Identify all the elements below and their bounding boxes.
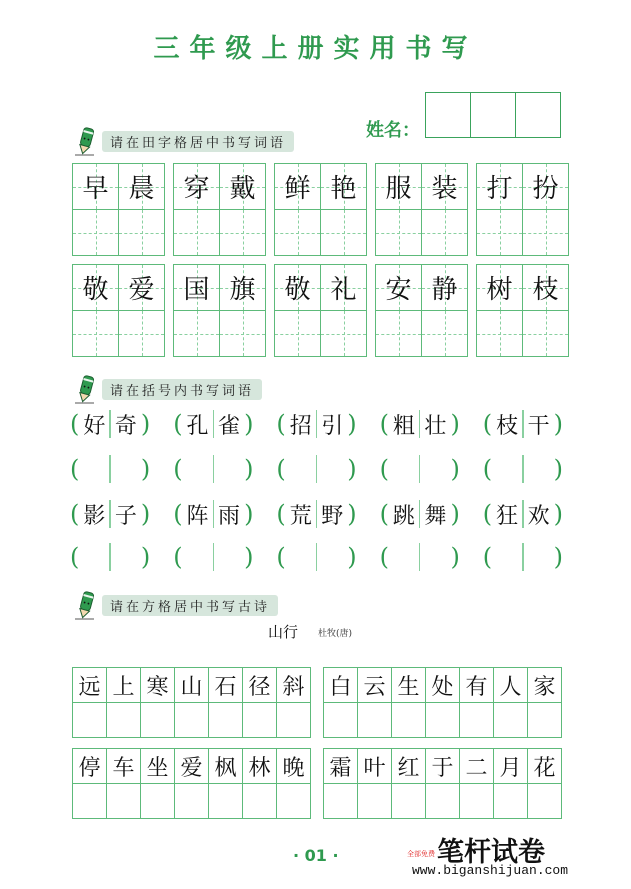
example-char: 旗: [229, 275, 256, 305]
pencil-icon: [74, 126, 98, 156]
tianzige-cell-example: [220, 265, 265, 311]
open-paren: (: [173, 455, 183, 483]
poem-char: 晚: [277, 749, 310, 784]
example-char: 引: [321, 413, 344, 439]
bracket-blank[interactable]: [70, 453, 150, 485]
word-grid: [476, 163, 569, 256]
bracket-blank[interactable]: [276, 541, 356, 573]
open-paren: (: [482, 543, 493, 571]
poem-row: [72, 748, 562, 819]
divider: [419, 543, 421, 571]
name-label: 姓名：: [366, 120, 420, 141]
open-paren: (: [70, 455, 80, 483]
tianzige-cell-blank[interactable]: [376, 311, 421, 356]
bracket-blank[interactable]: [380, 541, 460, 573]
poem-blank-cell[interactable]: [528, 703, 561, 737]
section-header-2: [74, 374, 262, 404]
bracket-blank[interactable]: [483, 541, 563, 573]
close-paren: ): [450, 500, 460, 528]
tianzige-cell-example: [523, 164, 568, 210]
close-paren: ): [244, 500, 254, 528]
close-paren: ): [347, 455, 357, 483]
example-char: 国: [183, 275, 210, 305]
example-char: 好: [83, 413, 106, 439]
divider: [522, 455, 524, 483]
example-char: 打: [486, 174, 513, 204]
poem-char: 坐: [141, 749, 175, 784]
poem-char: 红: [392, 749, 426, 784]
tianzige-cell-blank[interactable]: [422, 311, 467, 356]
tianzige-cell-example: [422, 265, 467, 311]
poem-blank-cell[interactable]: [175, 784, 209, 818]
poem-blank-cell[interactable]: [528, 784, 561, 818]
poem-char: 车: [107, 749, 141, 784]
bracket-blank[interactable]: [380, 453, 460, 485]
poem-blank-cell[interactable]: [358, 703, 392, 737]
open-paren: (: [379, 410, 389, 438]
poem-line-grid: [323, 748, 562, 819]
close-paren: ): [450, 455, 460, 483]
tianzige-cell-blank[interactable]: [275, 311, 320, 356]
poem-blank-cell[interactable]: [107, 703, 141, 737]
divider: [316, 455, 318, 483]
poem-char: 人: [494, 668, 528, 703]
open-paren: (: [482, 455, 493, 483]
open-paren: (: [482, 500, 493, 528]
example-char: 阵: [186, 503, 209, 529]
poem-blank-cell[interactable]: [141, 703, 175, 737]
watermark-title: 笔杆试卷: [437, 837, 545, 868]
tianzige-cell-example: [275, 265, 320, 311]
bracket-word: [70, 408, 150, 440]
bracket-blank-row: [70, 453, 563, 485]
close-paren: ): [553, 455, 563, 483]
word-grid: [72, 163, 165, 256]
section-header-3: [74, 590, 278, 620]
word-grid: [375, 163, 468, 256]
poem-char: 爱: [175, 749, 209, 784]
example-char: 艳: [330, 174, 357, 204]
poem-char: 林: [243, 749, 277, 784]
close-paren: ): [553, 500, 563, 528]
example-char: 奇: [114, 413, 137, 439]
tianzige-cell-blank[interactable]: [174, 210, 219, 255]
bracket-word: [70, 498, 150, 530]
close-paren: ): [553, 410, 563, 438]
pencil-icon: [74, 590, 98, 620]
word-grid: [375, 264, 468, 357]
poem-blank-cell[interactable]: [426, 784, 460, 818]
poem-char: 有: [460, 668, 494, 703]
tianzige-cell-example: [477, 164, 522, 210]
page-title: 三年级上册实用书写: [153, 34, 478, 64]
divider: [316, 543, 318, 571]
tianzige-cell-blank[interactable]: [376, 210, 421, 255]
open-paren: (: [70, 543, 80, 571]
tianzige-cell-blank[interactable]: [119, 311, 164, 356]
poem-char: 远: [73, 668, 107, 703]
poem-char: 霜: [324, 749, 358, 784]
tianzige-cell-example: [174, 164, 219, 210]
example-char: 野: [321, 503, 344, 529]
bracket-blank-row: [70, 541, 563, 573]
divider: [109, 455, 111, 483]
tianzige-cell-blank[interactable]: [220, 210, 265, 255]
example-char: 雀: [218, 413, 241, 439]
name-box[interactable]: [471, 93, 516, 137]
example-char: 树: [486, 275, 513, 305]
divider: [213, 455, 215, 483]
close-paren: ): [140, 455, 151, 483]
tianzige-cell-example: [477, 265, 522, 311]
poem-blank-cell[interactable]: [141, 784, 175, 818]
open-paren: (: [173, 410, 183, 438]
divider: [213, 543, 215, 571]
poem-char: 于: [426, 749, 460, 784]
example-char: 敬: [82, 275, 109, 305]
poem-blank-cell[interactable]: [209, 703, 243, 737]
bracket-blank[interactable]: [173, 541, 253, 573]
example-char: 服: [385, 174, 412, 204]
bracket-blank[interactable]: [173, 453, 253, 485]
example-char: 舞: [424, 503, 447, 529]
example-char: 粗: [392, 413, 415, 439]
tianzige-cell-blank[interactable]: [73, 311, 118, 356]
open-paren: (: [379, 500, 389, 528]
poem-blank-cell[interactable]: [460, 784, 494, 818]
example-char: 安: [385, 275, 412, 305]
bracket-word: [276, 408, 356, 440]
tianzige-cell-example: [174, 265, 219, 311]
example-char: 雨: [218, 503, 241, 529]
open-paren: (: [276, 500, 286, 528]
close-paren: ): [347, 543, 357, 571]
close-paren: ): [450, 543, 460, 571]
section-label: 请在括号内书写词语: [102, 379, 262, 400]
poem-title: 山行: [268, 623, 299, 641]
bracket-example-row: [70, 408, 563, 440]
example-char: 枝: [532, 275, 559, 305]
name-box[interactable]: [516, 93, 560, 137]
example-char: 爱: [128, 275, 155, 305]
tianzige-cell-example: [523, 265, 568, 311]
bracket-word: [276, 498, 356, 530]
close-paren: ): [140, 410, 151, 438]
example-char: 穿: [183, 174, 210, 204]
bracket-word: [380, 408, 460, 440]
open-paren: (: [482, 410, 493, 438]
word-grid: [173, 264, 266, 357]
page-number: · 01 ·: [293, 846, 339, 865]
word-grid: [72, 264, 165, 357]
example-char: 欢: [527, 503, 550, 529]
poem-blank-cell[interactable]: [73, 703, 107, 737]
example-char: 子: [114, 503, 137, 529]
name-input-boxes[interactable]: [425, 92, 561, 138]
close-paren: ): [244, 455, 254, 483]
tianzige-cell-blank[interactable]: [422, 210, 467, 255]
section-label: 请在方格居中书写古诗: [102, 595, 278, 616]
bracket-word: [483, 408, 563, 440]
tianzige-cell-blank[interactable]: [73, 210, 118, 255]
watermark-url: www.biganshijuan.com: [412, 863, 569, 878]
open-paren: (: [173, 543, 183, 571]
tianzige-cell-blank[interactable]: [477, 311, 522, 356]
tianzige-cell-example: [119, 265, 164, 311]
poem-char: 家: [528, 668, 561, 703]
poem-char: 停: [73, 749, 107, 784]
example-char: 枝: [496, 413, 519, 439]
poem-char: 径: [243, 668, 277, 703]
poem-blank-cell[interactable]: [324, 784, 358, 818]
close-paren: ): [347, 410, 357, 438]
open-paren: (: [173, 500, 183, 528]
poem-blank-cell[interactable]: [392, 784, 426, 818]
poem-blank-cell[interactable]: [243, 703, 277, 737]
section-header-1: [74, 126, 294, 156]
tianzige-cell-blank[interactable]: [220, 311, 265, 356]
example-char: 晨: [128, 174, 155, 204]
close-paren: ): [244, 410, 254, 438]
open-paren: (: [70, 500, 80, 528]
poem-char: 枫: [209, 749, 243, 784]
poem-blank-cell[interactable]: [358, 784, 392, 818]
poem-blank-cell[interactable]: [494, 784, 528, 818]
poem-char: 月: [494, 749, 528, 784]
poem-blank-cell[interactable]: [243, 784, 277, 818]
poem-char: 斜: [277, 668, 310, 703]
tianzige-cell-blank[interactable]: [275, 210, 320, 255]
close-paren: ): [140, 500, 151, 528]
watermark-tag: 全部免费: [407, 850, 435, 858]
poem-char: 云: [358, 668, 392, 703]
tianzige-cell-blank[interactable]: [174, 311, 219, 356]
word-row: [72, 163, 569, 256]
tianzige-cell-example: [376, 164, 421, 210]
tianzige-cell-example: [220, 164, 265, 210]
bracket-example-row: [70, 498, 563, 530]
pencil-icon: [74, 374, 98, 404]
example-char: 鲜: [284, 174, 311, 204]
poem-char: 二: [460, 749, 494, 784]
poem-blank-cell[interactable]: [426, 703, 460, 737]
example-char: 跳: [392, 503, 415, 529]
close-paren: ): [140, 543, 151, 571]
example-char: 静: [431, 275, 458, 305]
close-paren: ): [244, 543, 254, 571]
open-paren: (: [70, 410, 80, 438]
bracket-word: [483, 498, 563, 530]
tianzige-cell-example: [73, 164, 118, 210]
poem-row: [72, 667, 562, 738]
poem-blank-cell[interactable]: [460, 703, 494, 737]
poem-char: 山: [175, 668, 209, 703]
tianzige-cell-example: [119, 164, 164, 210]
tianzige-cell-blank[interactable]: [119, 210, 164, 255]
example-char: 孔: [186, 413, 209, 439]
poem-char: 生: [392, 668, 426, 703]
word-grid: [274, 163, 367, 256]
tianzige-cell-example: [376, 265, 421, 311]
open-paren: (: [379, 543, 389, 571]
bracket-word: [173, 408, 253, 440]
divider: [522, 543, 524, 571]
open-paren: (: [379, 455, 389, 483]
poem-blank-cell[interactable]: [324, 703, 358, 737]
divider: [109, 543, 111, 571]
example-char: 干: [527, 413, 550, 439]
poem-blank-cell[interactable]: [277, 703, 310, 737]
open-paren: (: [276, 455, 286, 483]
bracket-blank[interactable]: [483, 453, 563, 485]
bracket-blank[interactable]: [276, 453, 356, 485]
tianzige-cell-example: [275, 164, 320, 210]
section-label: 请在田字格居中书写词语: [102, 131, 294, 152]
poem-char: 花: [528, 749, 561, 784]
poem-char: 白: [324, 668, 358, 703]
tianzige-cell-blank[interactable]: [477, 210, 522, 255]
example-char: 狂: [496, 503, 519, 529]
close-paren: ): [347, 500, 357, 528]
poem-char: 石: [209, 668, 243, 703]
poem-line-grid: [72, 667, 311, 738]
example-char: 扮: [532, 174, 559, 204]
poem-line-grid: [323, 667, 562, 738]
tianzige-cell-example: [73, 265, 118, 311]
poem-line-grid: [72, 748, 311, 819]
example-char: 招: [289, 413, 312, 439]
close-paren: ): [450, 410, 460, 438]
poem-blank-cell[interactable]: [73, 784, 107, 818]
poem-blank-cell[interactable]: [209, 784, 243, 818]
tianzige-cell-example: [321, 265, 366, 311]
poem-blank-cell[interactable]: [107, 784, 141, 818]
tianzige-cell-blank[interactable]: [321, 210, 366, 255]
divider: [419, 455, 421, 483]
poem-char: 叶: [358, 749, 392, 784]
bracket-word: [173, 498, 253, 530]
poem-blank-cell[interactable]: [175, 703, 209, 737]
open-paren: (: [276, 543, 286, 571]
example-char: 礼: [330, 275, 357, 305]
example-char: 戴: [229, 174, 256, 204]
example-char: 装: [431, 174, 458, 204]
example-char: 敬: [284, 275, 311, 305]
open-paren: (: [276, 410, 286, 438]
bracket-word: [380, 498, 460, 530]
bracket-blank[interactable]: [70, 541, 150, 573]
poem-author: 杜牧(唐): [318, 629, 353, 639]
word-grid: [476, 264, 569, 357]
name-box[interactable]: [426, 93, 471, 137]
poem-char: 上: [107, 668, 141, 703]
poem-blank-cell[interactable]: [392, 703, 426, 737]
close-paren: ): [553, 543, 563, 571]
tianzige-cell-example: [321, 164, 366, 210]
poem-char: 寒: [141, 668, 175, 703]
word-row: [72, 264, 569, 357]
example-char: 荒: [289, 503, 312, 529]
poem-blank-cell[interactable]: [494, 703, 528, 737]
tianzige-cell-blank[interactable]: [523, 311, 568, 356]
tianzige-cell-example: [422, 164, 467, 210]
example-char: 影: [83, 503, 106, 529]
poem-blank-cell[interactable]: [277, 784, 310, 818]
tianzige-cell-blank[interactable]: [523, 210, 568, 255]
example-char: 壮: [424, 413, 447, 439]
tianzige-cell-blank[interactable]: [321, 311, 366, 356]
word-grid: [173, 163, 266, 256]
example-char: 早: [82, 174, 109, 204]
poem-char: 处: [426, 668, 460, 703]
word-grid: [274, 264, 367, 357]
